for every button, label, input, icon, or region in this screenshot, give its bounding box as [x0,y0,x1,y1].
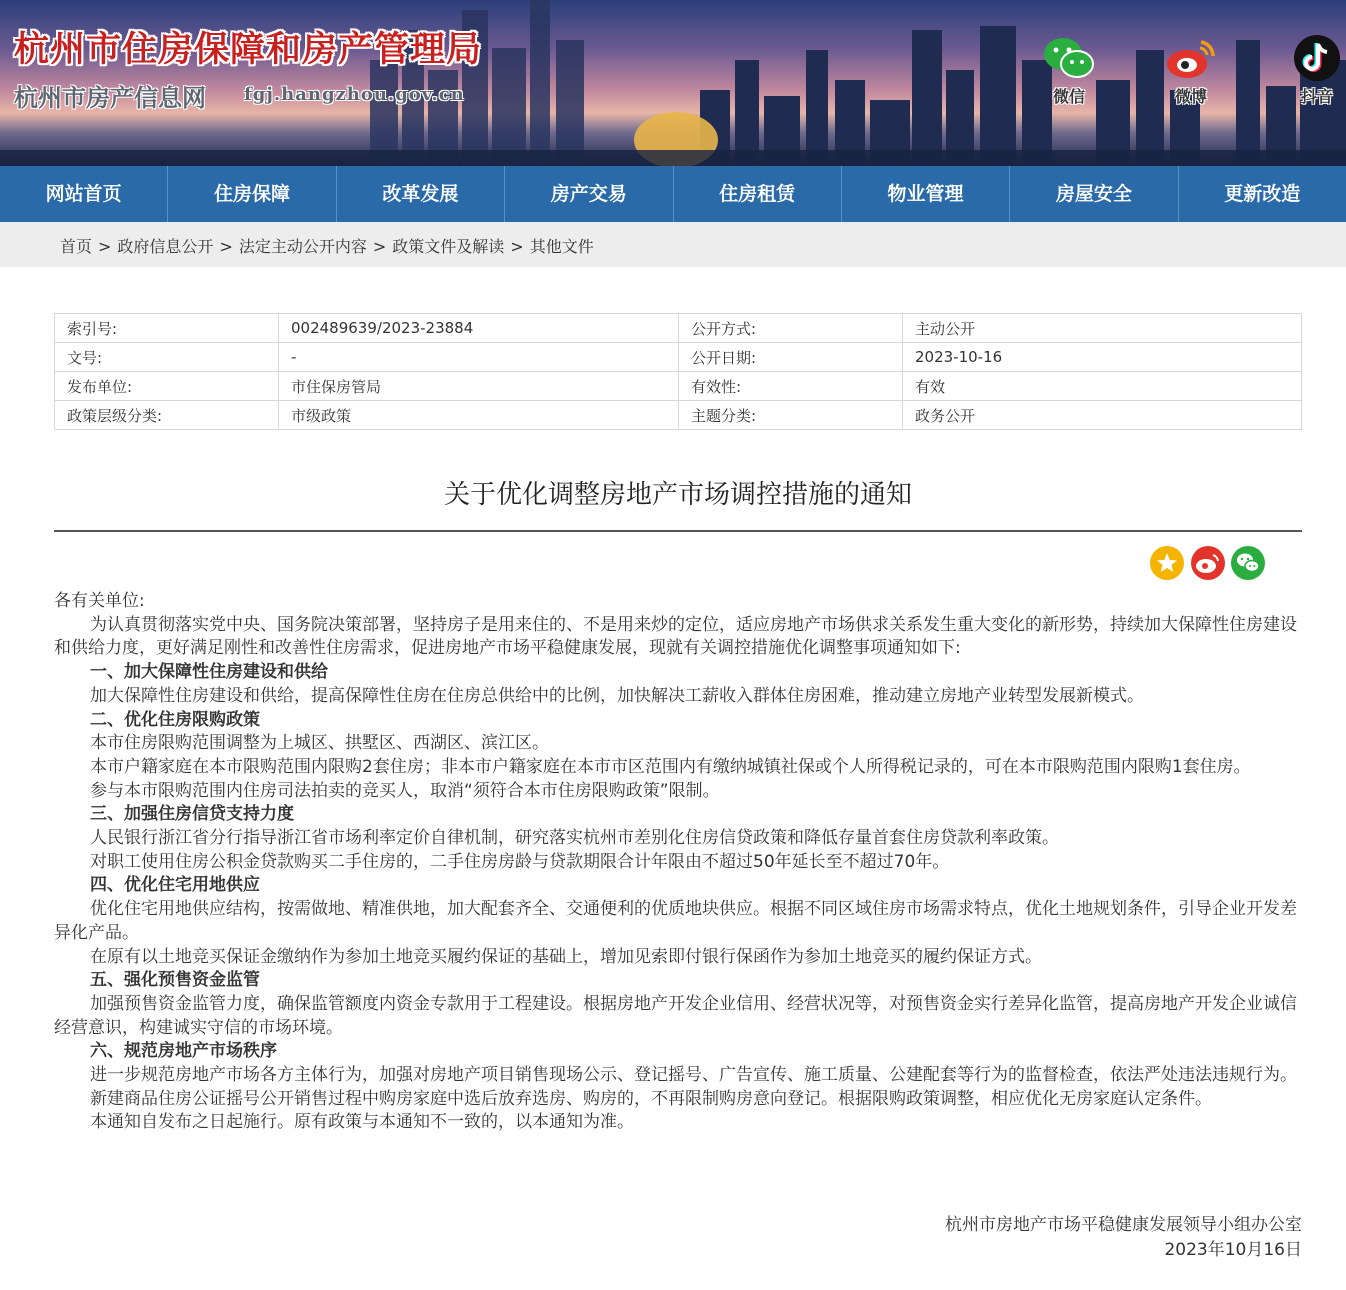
meta-value: - [279,343,679,372]
breadcrumb-other-files[interactable]: 其他文件 [529,237,594,256]
title-divider [54,530,1302,532]
signature-block [945,1213,1302,1263]
breadcrumb-statutory[interactable]: 法定主动公开内容 [238,237,367,256]
paragraph: 新建商品住房公证摇号公开销售过程中购房家庭中选后放弃选房、购房的，不再限制购房意向登记。根据限购政策调整，相应优化无房家庭认定条件。 [90,1088,1212,1109]
meta-value: 2023-10-16 [903,343,1302,372]
meta-key: 有效性: [679,372,903,401]
nav-renewal[interactable]: 更新改造 [1224,183,1301,205]
paragraph: 本通知自发布之日起施行。原有政策与本通知不一致的，以本通知为准。 [90,1112,634,1133]
meta-key: 发布单位: [55,372,279,401]
meta-key: 主题分类: [679,401,903,430]
table-row [55,372,1302,401]
site-title: 杭州市住房保障和房产管理局 [14,29,483,70]
meta-value: 002489639/2023-23884 [279,314,679,343]
meta-key: 公开方式: [679,314,903,343]
paragraph: 进一步规范房地产市场各方主体行为，加强对房地产项目销售现场公示、登记摇号、广告宣传、施工质量、公建配套等行为的监督检查，依法严处违法违规行为。 [90,1065,1297,1086]
article-title: 关于优化调整房地产市场调控措施的通知 [443,480,912,510]
table-row [55,343,1302,372]
meta-value: 市住保房管局 [279,372,679,401]
meta-key: 文号: [55,343,279,372]
douyin-label: 抖音 [1300,87,1333,106]
paragraph: 在原有以土地竞买保证金缴纳作为参加土地竞买履约保证的基础上，增加见索即付银行保函作为参加土地竞买的履约保证方式。 [90,946,1042,967]
douyin-icon [1291,34,1343,82]
paragraph: 对职工使用住房公积金贷款购买二手住房的，二手住房房龄与贷款期限合计年限由不超过50年延长至不超过70年。 [90,851,950,872]
site-domain: fgj.hangzhou.gov.cn [244,84,465,105]
meta-value: 政务公开 [903,401,1302,430]
breadcrumb-separator: > [219,237,233,256]
nav-home[interactable]: 网站首页 [0,166,168,222]
issuing-office: 杭州市房地产市场平稳健康发展领导小组办公室 [945,1215,1302,1235]
breadcrumb-bar [0,222,1346,267]
wechat-label: 微信 [1052,87,1085,106]
wechat-link[interactable] [1034,34,1104,107]
breadcrumb-separator: > [98,237,112,256]
weibo-share-icon [1191,546,1225,580]
breadcrumb-gov-info[interactable]: 政府信息公开 [117,237,214,256]
site-subtitle: 杭州市房产信息网 [14,83,206,112]
meta-key: 索引号: [55,314,279,343]
weibo-label: 微博 [1174,87,1207,106]
section-heading: 二、优化住房限购政策 [90,709,260,730]
section-heading: 六、规范房地产市场秩序 [90,1041,277,1062]
section-heading: 四、优化住宅用地供应 [90,875,260,896]
paragraph: 加大保障性住房建设和供给，提高保障性住房在住房总供给中的比例，加快解决工薪收入群体住房困难，推动建立房地产业转型发展新模式。 [90,685,1144,706]
section-heading: 一、加大保障性住房建设和供给 [90,662,328,683]
paragraph: 本市住房限购范围调整为上城区、拱墅区、西湖区、滨江区。 [90,733,549,754]
document-meta-table [54,313,1302,430]
breadcrumb-separator: > [510,237,524,256]
breadcrumb-separator: > [372,237,387,256]
breadcrumb-home[interactable]: 首页 [60,237,93,256]
nav-property-trading[interactable]: 房产交易 [505,166,673,222]
breadcrumb [60,234,594,257]
meta-key: 公开日期: [679,343,903,372]
meta-value: 有效 [903,372,1302,401]
wechat-share-icon [1231,546,1265,580]
share-wechat-button[interactable] [1231,546,1265,580]
section-heading: 三、加强住房信贷支持力度 [90,804,294,825]
paragraph: 人民银行浙江省分行指导浙江省市场利率定价自律机制，研究落实杭州市差别化住房信贷政策和降低存量首套住房贷款利率政策。 [90,828,1059,849]
meta-value: 主动公开 [903,314,1302,343]
issue-date: 2023年10月16日 [1164,1240,1302,1260]
nav-housing-safety[interactable]: 房屋安全 [1010,166,1178,222]
breadcrumb-policy[interactable]: 政策文件及解读 [392,237,505,256]
nav-property-management[interactable]: 物业管理 [842,166,1010,222]
favorite-button[interactable] [1150,546,1184,580]
salutation: 各有关单位: [54,591,145,611]
paragraph: 加强预售资金监管力度，确保监管额度内资金专款用于工程建设。根据房地产开发企业信用、经营状况等，对预售资金实行差异化监管，提高房地产开发企业诚信经营意识，构建诚实守信的市场环境。 [54,993,1297,1038]
wechat-icon [1041,34,1097,82]
table-row [55,314,1302,343]
main-nav [0,166,1346,222]
weibo-link[interactable] [1156,34,1226,107]
weibo-icon [1163,34,1219,82]
paragraph: 本市户籍家庭在本市限购范围内限购2套住房；非本市户籍家庭在本市市区范围内有缴纳城镇社保或个人所得税记录的，可在本市限购范围内限购1套住房。 [90,756,1251,777]
paragraph: 为认真贯彻落实党中央、国务院决策部署，坚持房子是用来住的、不是用来炒的定位，适应房地产市场供求关系发生重大变化的新形势，持续加大保障性住房建设和供给力度，更好满足刚性和改善性住房需求，促进房地产市场平稳健康发展，现就有关调控措施优化调整事项通知如下: [54,614,1297,659]
meta-key: 政策层级分类: [55,401,279,430]
meta-value: 市级政策 [279,401,679,430]
douyin-link[interactable] [1282,34,1346,107]
nav-reform[interactable]: 改革发展 [337,166,505,222]
share-weibo-button[interactable] [1191,546,1225,580]
nav-rental[interactable]: 住房租赁 [674,166,842,222]
section-heading: 五、强化预售资金监管 [90,970,260,991]
nav-housing-security[interactable]: 住房保障 [168,166,336,222]
paragraph: 优化住宅用地供应结构，按需做地、精准供地，加大配套齐全、交通便利的优质地块供应。根据不同区域住房市场需求特点，优化土地规划条件，引导企业开发差异化产品。 [54,899,1297,943]
paragraph: 参与本市限购范围内住房司法拍卖的竞买人，取消“须符合本市住房限购政策”限制。 [90,780,720,801]
favorite-star-icon [1150,546,1184,580]
article-body [54,590,1302,1135]
table-row [55,401,1302,430]
header-banner [0,0,1346,166]
